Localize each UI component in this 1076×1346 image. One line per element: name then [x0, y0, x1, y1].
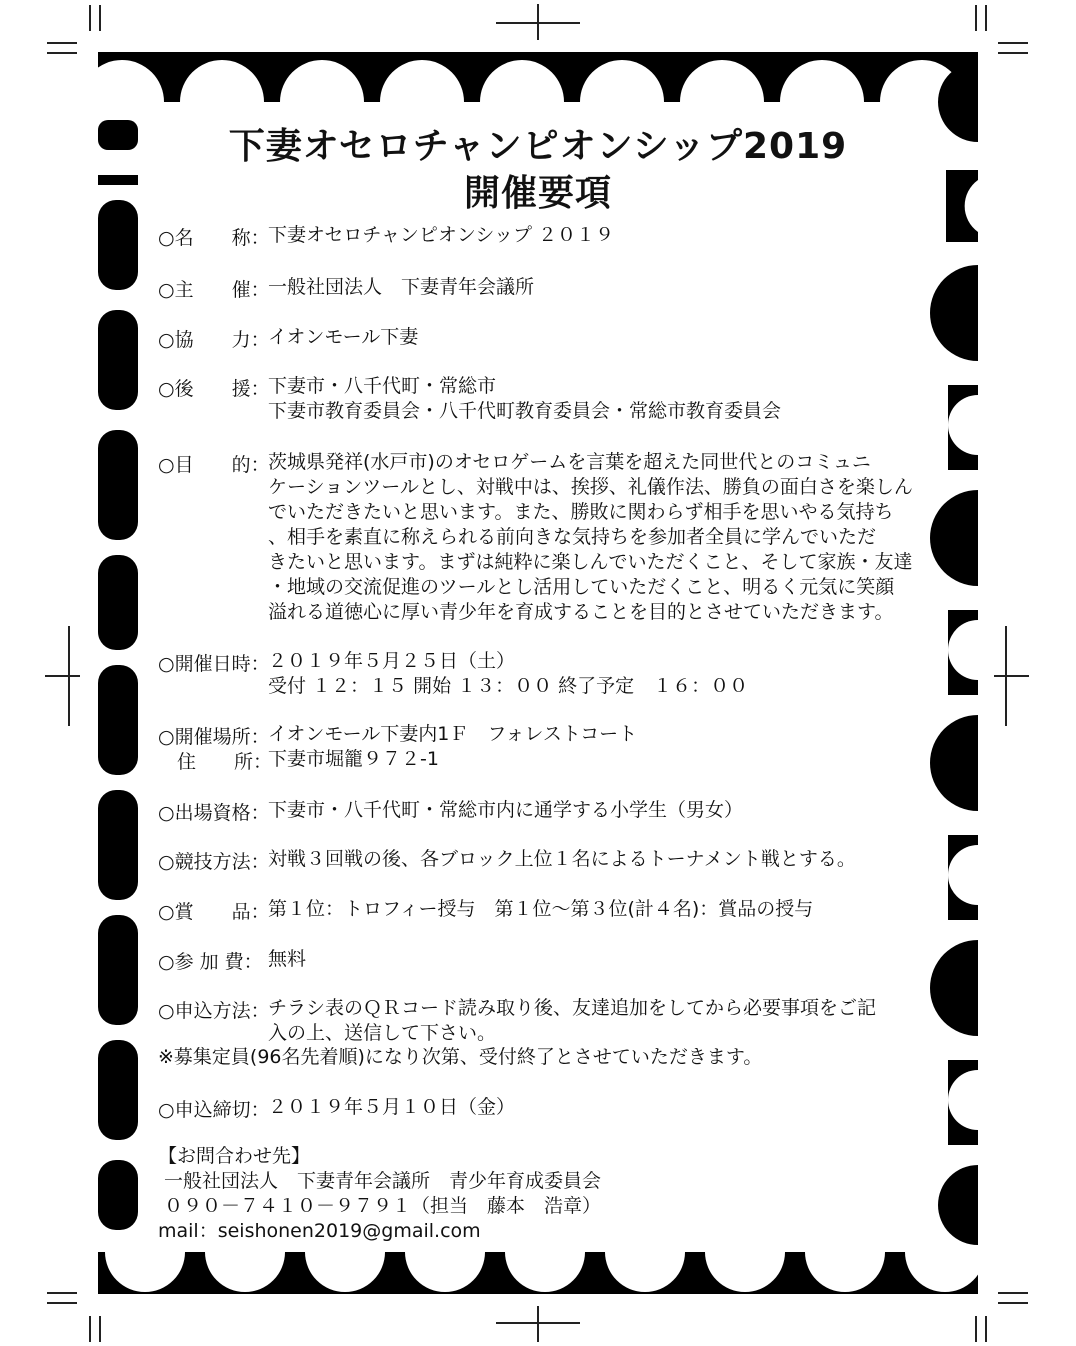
item-label: ○後 援： [158, 378, 270, 400]
item-apply [158, 996, 876, 1046]
item-prizes [158, 897, 813, 924]
item-value: 受付 １２：１５ 開始 １３：００ 終了予定 １６：００ [268, 675, 749, 697]
contact-section [158, 1144, 601, 1244]
item-label: ○参 加 費： [158, 951, 263, 973]
item-label: ○申込締切： [158, 1099, 270, 1121]
item-value: ・地域の交流促進のツールとし活用していただくこと、明るく元気に笑顔 [268, 576, 895, 598]
page-title: 下妻オセロチャンピオンシップ2019 [228, 126, 848, 167]
item-fee [158, 947, 306, 974]
item-value: 下妻市堀籠９７２-1 [268, 748, 439, 770]
item-value: チラシ表のＱＲコード読み取り後、友達追加をしてから必要事項をご記 [268, 997, 877, 1019]
page-subtitle: 開催要項 [463, 173, 612, 214]
item-datetime [158, 649, 748, 699]
item-name [158, 223, 614, 250]
contact-phone: ０９０－７４１０－９７９１（担当 藤本 浩章） [158, 1195, 602, 1217]
item-value: 第１位：トロフィー授与 第１位～第３位(計４名)：賞品の授与 [268, 898, 814, 920]
item-value: ２０１９年５月１０日（金） [268, 1096, 516, 1118]
item-value: 茨城県発祥(水戸市)のオセロゲームを言葉を超えた同世代とのコミュニ [268, 451, 871, 473]
item-value: 溢れる道徳心に厚い青少年を育成することを目的とさせていただきます。 [268, 601, 894, 623]
item-label: ○協 力： [158, 329, 270, 351]
item-label: ○主 催： [158, 279, 270, 301]
item-format [158, 847, 856, 874]
item-value: ケーションツールとし、対戦中は、挨拶、礼儀作法、勝負の面白さを楽しん [268, 476, 913, 498]
item-value: 下妻オセロチャンピオンシップ ２０１９ [268, 224, 615, 246]
item-support [158, 374, 781, 424]
item-label: ○競技方法： [158, 851, 270, 873]
item-label: 住 所： [158, 751, 273, 773]
item-organizer [158, 275, 534, 302]
item-value: 対戦３回戦の後、各ブロック上位１名によるトーナメント戦とする。 [268, 848, 856, 870]
item-venue [158, 722, 637, 749]
item-value: でいただきたいと思います。また、勝敗に関わらず相手を思いやる気持ち [268, 501, 894, 523]
capacity-note: ※募集定員(96名先着順)になり次第、受付終了とさせていただきます。 [158, 1046, 763, 1068]
contact-heading: 【お問合わせ先】 [158, 1145, 311, 1167]
item-label: ○開催場所： [158, 726, 270, 748]
item-value: 、相手を素直に称えられる前向きな気持ちを参加者全員に学んでいただ [268, 526, 877, 548]
item-value: イオンモール下妻内1Ｆ フォレストコート [268, 723, 638, 745]
item-value: 下妻市・八千代町・常総市 [268, 375, 497, 397]
item-value: 無料 [268, 948, 307, 970]
item-purpose [158, 450, 913, 625]
item-label: ○開催日時： [158, 653, 270, 675]
item-value: きたいと思います。まずは純粋に楽しんでいただくこと、そして家族・友達 [268, 551, 913, 573]
item-value: 入の上、送信して下さい。 [268, 1022, 497, 1044]
item-value: イオンモール下妻 [268, 326, 419, 348]
item-address [158, 747, 439, 774]
item-label: ○賞 品： [158, 901, 270, 923]
contact-email: mail：seishonen2019@gmail.com [158, 1220, 481, 1242]
item-deadline [158, 1095, 515, 1122]
item-label: ○目 的： [158, 454, 270, 476]
item-value: 下妻市・八千代町・常総市内に通学する小学生（男女） [268, 799, 744, 821]
item-value: 下妻市教育委員会・八千代町教育委員会・常総市教育委員会 [268, 400, 782, 422]
item-cooperation [158, 325, 418, 352]
item-value: ２０１９年５月２５日（土） [268, 650, 516, 672]
item-value: 一般社団法人 下妻青年会議所 [268, 276, 535, 298]
item-eligibility [158, 798, 743, 825]
item-label: ○申込方法： [158, 1000, 270, 1022]
item-label: ○名 称： [158, 227, 270, 249]
contact-organization: 一般社団法人 下妻青年会議所 青少年育成委員会 [158, 1170, 602, 1192]
item-label: ○出場資格： [158, 802, 270, 824]
